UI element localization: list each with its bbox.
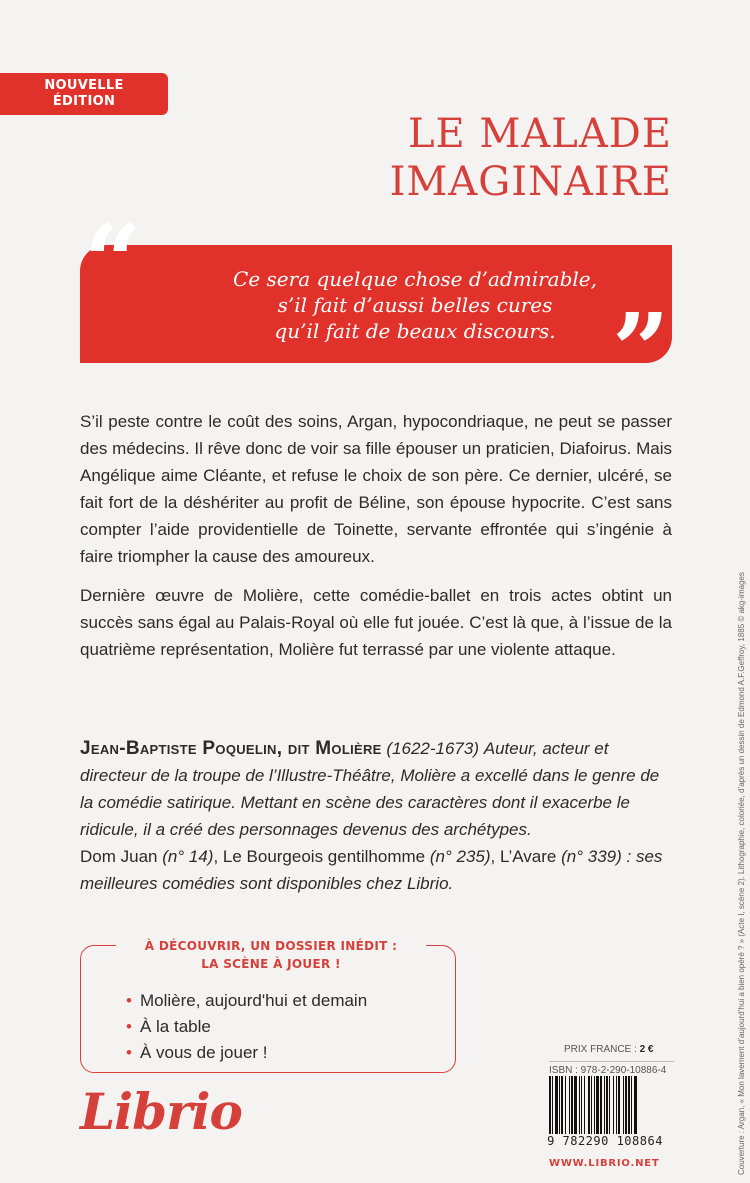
work-title: Le Bourgeois gentilhomme [222,847,426,866]
list-item-label: À la table [139,1017,211,1036]
open-quote-icon: “ [84,203,142,321]
author-name: Jean-Baptiste Poquelin, dit Molière [80,738,382,759]
isbn: ISBN : 978-2-290-10886-4 [549,1061,674,1076]
synopsis-paragraph-1: S’il peste contre le coût des soins, Argan, hypocondriaque, ne peut se passer des médecins. Il rêve donc de voir sa fille épouser un praticien, Diafoirus. Mais Angélique aime Cléante, et refuse le choix de son père. Ce dernier, ulcéré, se fait fort de la déshériter au profit de Béline, son épouse hypocrite. C’est sans compter l’aide providentielle de Toinette, servante effrontée qui s’ingénie à faire triompher la cause des amoureux. [80,412,672,566]
work-number: (n° 339) : [561,847,632,866]
new-edition-badge [0,73,168,115]
quote-text [170,266,660,344]
bullet-icon: • [126,1017,132,1036]
works-availability: ses meilleures comédies sont disponibles chez Librio. [80,847,663,893]
price-label: PRIX FRANCE : [564,1044,637,1055]
dossier-heading-line-1: À DÉCOUVRIR, UN DOSSIER INÉDIT : [144,939,398,953]
list-item [126,988,367,1014]
synopsis-paragraph-2: Dernière œuvre de Molière, cette comédie-ballet en trois actes obtint un succès sans égal au Palais-Royal où elle fut jouée. C’est là que, à l’issue de la quatrième représentation, Molière fut terrassé par une violente attaque. [80,586,672,659]
work-number: (n° 235) [429,847,491,866]
work-title: L’Avare [499,847,557,866]
author-section [80,735,672,897]
title-line-1: LE MALADE [407,111,672,157]
author-works: Dom Juan (n° 14), Le Bourgeois gentilhomme (n° 235), L’Avare (n° 339) : ses meilleures comédies sont disponibles chez Librio. [80,847,663,893]
book-title [390,110,672,206]
title-line-2: IMAGINAIRE [389,159,672,205]
quote-line-2: s’il fait d’aussi belles cures [277,293,553,317]
dossier-heading-line-2: LA SCÈNE À JOUER ! [201,957,341,971]
librio-logo: Librio [80,1082,242,1141]
bullet-icon: • [126,1043,132,1062]
author-bio-text: Auteur, acteur et directeur de la troupe de l’Illustre-Théâtre, Molière a excellé dans le genre de la comédie satirique. Mettant en scène des caractères dont il exacerbe le ridicule, il a créé des personnages devenus des archétypes. [80,739,660,839]
close-quote-icon: ” [612,291,670,409]
badge-line-1: NOUVELLE [44,78,124,93]
author-bio [80,735,672,843]
work-number: (n° 14) [162,847,214,866]
barcode-number: 9 782290 108864 [535,1134,675,1148]
synopsis [80,408,672,675]
list-item-label: À vous de jouer ! [139,1043,268,1062]
website-link[interactable]: WWW.LIBRIO.NET [549,1158,660,1169]
work-title: Dom Juan [80,847,158,866]
cover-credit: Couverture : Argan, « Mon lavement d’aujourd’hui a bien opéré ? » (Acte I, scène 2). Lithographie, coloriée, d’après un dessin de Edmond A.F.Geffroy, 1885 © akg-images [737,572,746,1175]
quote-line-3: qu’il fait de beaux discours. [274,319,556,343]
list-item-label: Molière, aujourd'hui et demain [139,991,368,1010]
list-item [126,1040,367,1066]
dossier-list [126,988,367,1066]
price-value: 2 € [639,1044,654,1055]
author-dates: (1622-1673) [386,739,479,758]
dossier-heading [116,937,426,973]
price [564,1044,653,1055]
bullet-icon: • [126,991,132,1010]
list-item [126,1014,367,1040]
quote-line-1: Ce sera quelque chose d’admirable, [233,267,597,291]
badge-line-2: ÉDITION [52,94,116,109]
